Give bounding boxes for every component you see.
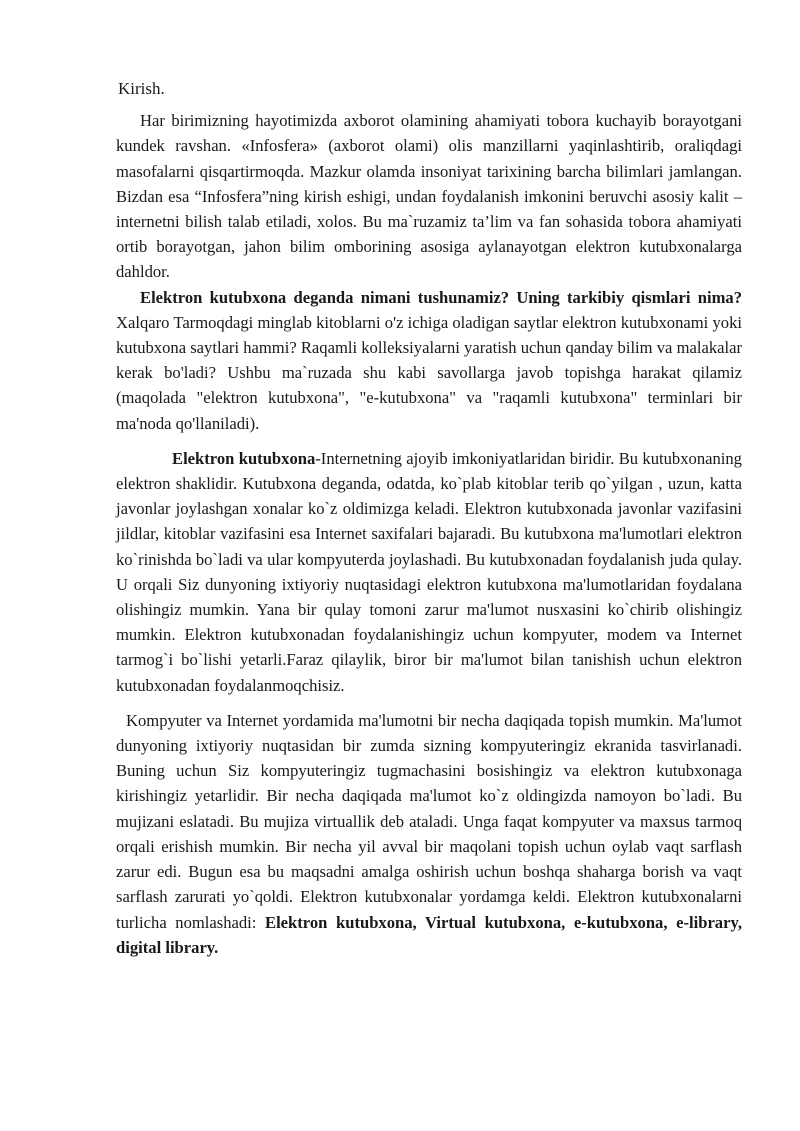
paragraph-question xyxy=(116,285,742,436)
paragraph-usage xyxy=(116,708,742,960)
question-bold-text: Elektron kutubxona deganda nimani tushunamiz? Uning tarkibiy qismlari nima? xyxy=(140,287,742,307)
definition-body-text: -Internetning ajoyib imkoniyatlaridan biridir. Bu kutubxonaning elektron shaklidir. Kutubxona deganda, odatda, ko`plab kitoblar terib qo`yilgan , uzun, katta javonlar joylashgan xonalar ko`z oldimizga keladi. Elektron kutubxonada javonlar vazifasini jildlar, kitoblar vazifasini esa Internet saxifalari bajaradi. Bu kutubxona ma'lumotlari elektron ko`rinishda bo`ladi va ular kompyuterda joylashadi. Bu kutubxonadan foydalanish juda qulay. U orqali Siz dunyoning ixtiyoriy nuqtasidagi elektron kutubxona ma'lumotlaridan foydalana olishingiz mumkin. Yana bir qulay tomoni zarur ma'lumot nusxasini ko`chirib olishingiz mumkin. Elektron kutubxonadan foydalanishingiz uchun kompyuter, modem va Internet tarmog`i bo`lishi yetarli.Faraz qilaylik, biror bir ma'lumot bilan tanishish uchun elektron kutubxonadan foydalanmoqchisiz. xyxy=(116,448,742,695)
library-names-bold: Elektron kutubxona, Virtual kutubxona, e-kutubxona, e-library, digital library. xyxy=(116,912,743,957)
definition-term: Elektron kutubxona xyxy=(172,448,316,468)
document-page xyxy=(116,76,742,960)
question-body-text: Xalqaro Tarmoqdagi minglab kitoblarni o'z ichiga oladigan saytlar elektron kutubxonami yoki kutubxona saytlari hammi? Raqamli kolleksiyalarni yaratish uchun qanday bilim va malakalar kerak bo'ladi? Ushbu ma`ruzada shu kabi savollarga javob topishga harakat qilamiz (maqolada "elektron kutubxona", "e-kutubxona" va "raqamli kutubxona" terminlari bir ma'noda qo'llaniladi). xyxy=(116,312,742,433)
paragraph-definition xyxy=(116,446,742,698)
usage-body-text: Kompyuter va Internet yordamida ma'lumotni bir necha daqiqada topish mumkin. Ma'lumot dunyoning ixtiyoriy nuqtasidan bir zumda sizning kompyuteringiz ekranida tasvirlanadi. Buning uchun Siz kompyuteringiz tugmachasini bosishingiz va elektron kutubxonaga kirishingiz yetarlidir. Bir necha daqiqada ma'lumot ko`z oldingizda namoyon bo`ladi. Bu mujizani eslatadi. Bu mujiza virtuallik deb ataladi. Unga faqat kompyuter va maxsus tarmoq orqali erishish mumkin. Bir necha yil avval bir maqolani topish uchun oylab vaqt sarflash zarur edi. Bugun esa bu maqsadni amalga oshirish uchun boshqa shaharga borish va vaqt sarflash zarurati yo`qoldi. Elektron kutubxonalar yordamga keldi. Elektron kutubxonalarni turlicha nomlashadi: xyxy=(116,710,742,932)
section-heading: Kirish. xyxy=(118,79,165,98)
paragraph-intro: Har birimizning hayotimizda axborot olamining ahamiyati tobora kuchayib borayotgani kundek ravshan. «Infosfera» (axborot olami) olis manzillarni yaqinlashtirib, oraliqdagi masofalarni qisqartirmoqda. Mazkur olamda insoniyat tarixining barcha bilimlari jamlangan. Bizdan esa “Infosfera”ning kirish eshigi, undan foydalanish imkonini beruvchi asosiy kalit – internetni bilish talab etiladi, xolos. Bu ma`ruzamiz ta’lim va fan sohasida tobora ahamiyati ortib borayotgan, jahon bilim omborining asosiga aylanayotgan elektron kutubxonalarga dahldor. xyxy=(116,111,742,282)
